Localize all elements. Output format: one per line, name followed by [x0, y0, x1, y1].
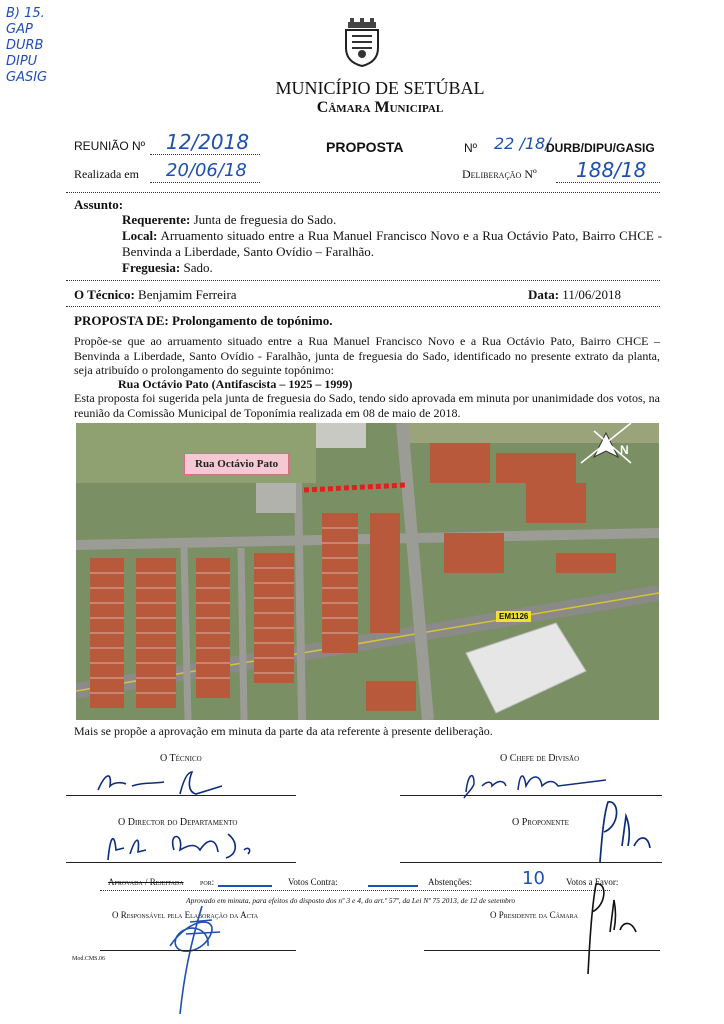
margin-note-line: DIPU — [6, 54, 38, 69]
reuniao-value: 12/2018 — [166, 130, 250, 154]
coat-of-arms-icon — [340, 18, 384, 68]
numero-hand: 22 /18/ — [494, 134, 551, 153]
margin-note — [6, 6, 47, 86]
deliberacao-line — [556, 182, 660, 183]
presidente-sig-label: O Presidente da Câmara — [490, 910, 578, 920]
realizada-label: Realizada em — [74, 167, 139, 181]
form-code: Mod.CMS.06 — [72, 956, 106, 962]
camara-title: Câmara Municipal — [316, 99, 444, 116]
divider — [66, 280, 660, 281]
divider — [66, 306, 660, 307]
contra-line — [368, 885, 418, 887]
freguesia-label: Freguesia: — [122, 260, 181, 275]
signature-line — [400, 862, 662, 863]
realizada-value: 20/06/18 — [166, 160, 247, 181]
aerial-map-image — [76, 423, 659, 720]
por-label: por: — [200, 877, 215, 887]
local-value: Arruamento situado entre a Rua Manuel Francisco Novo e a Rua Octávio Pato, Bairro CHCE - Benvinda a Liberdade, Santo Ovídio – Faralhão. — [122, 228, 662, 259]
aerial-map — [76, 423, 659, 720]
data-row — [528, 287, 621, 303]
deliberacao-value: 188/18 — [576, 158, 647, 182]
favor-value: 10 — [522, 868, 545, 889]
realizada-line — [150, 182, 260, 183]
proponente-signature — [590, 796, 660, 866]
tecnico-row — [74, 287, 237, 303]
reuniao-line — [150, 154, 260, 155]
north-icon: N — [620, 443, 629, 457]
requerente-value: Junta de freguesia do Sado. — [193, 212, 337, 227]
signature-line — [66, 862, 296, 863]
signature-line — [100, 950, 296, 951]
abstencoes-label: Abstenções: — [428, 877, 472, 887]
favor-label: Votos a Favor: — [566, 877, 619, 887]
proposta-paragraph: Propõe-se que ao arruamento situado entre a Rua Manuel Francisco Novo e a Rua Octávio Pato, Bairro CHCE – Benvinda a Liberdade, Santo Ovídio - Faralhão, junta de freguesia do Sado, identificado no presente extrato da planta, seja atribuído o prolongamento do seguinte topónimo: — [74, 334, 660, 377]
local-row — [122, 228, 662, 260]
legal-note: Aprovado em minuta, para efeitos do disposto dos nº 3 e 4, do art.º 57º, da Lei Nº 75 2013, de 12 de setembro — [186, 896, 516, 905]
signature-line — [66, 795, 296, 796]
data-label: Data: — [528, 287, 560, 302]
proposta-label: PROPOSTA — [326, 139, 404, 155]
reuniao-label: REUNIÃO Nº — [74, 139, 146, 153]
director-signature — [100, 824, 260, 864]
margin-note-line: B) 15. — [6, 6, 45, 21]
requerente-label: Requerente: — [122, 212, 191, 227]
signature-line — [424, 950, 660, 951]
aprovada-label: Aprovada / Rejeitada — [108, 877, 184, 887]
proponente-sig-label: O Proponente — [512, 817, 569, 828]
responsavel-signature — [150, 886, 240, 1016]
margin-note-line: DURB — [6, 38, 44, 53]
map-street-label: Rua Octávio Pato — [184, 453, 289, 475]
assunto-label: Assunto: — [74, 197, 124, 212]
responsavel-sig-label: O Responsável pela Elaboração da Acta — [112, 910, 259, 920]
freguesia-row — [122, 260, 662, 276]
toponym: Rua Octávio Pato (Antifascista – 1925 – 1999) — [118, 377, 353, 391]
requerente-row — [122, 212, 662, 228]
director-sig-label: O Director do Departamento — [118, 817, 238, 828]
tecnico-value: Benjamim Ferreira — [138, 287, 237, 302]
tecnico-sig-label: O Técnico — [160, 753, 202, 764]
numero-suffix: DURB/DIPU/GASIG — [546, 141, 655, 155]
tecnico-label: O Técnico: — [74, 287, 135, 302]
numero-label: Nº — [464, 141, 478, 155]
map-road-label: EM1126 — [496, 611, 531, 622]
municipality-title: MUNICÍPIO DE SETÚBAL — [275, 78, 485, 98]
local-label: Local: — [122, 228, 158, 243]
proposta-paragraph: Esta proposta foi sugerida pela junta de freguesia do Sado, tendo sido aprovada em minuta por unanimidade dos votos, na reunião da Comissão Municipal de Toponímia realizada em 08 de maio de 2018. — [74, 391, 660, 420]
data-value: 11/06/2018 — [562, 287, 622, 302]
deliberacao-label: Deliberação Nº — [462, 167, 537, 181]
divider — [66, 192, 660, 193]
presidente-signature — [574, 876, 644, 976]
contra-label: Votos Contra: — [288, 877, 338, 887]
margin-note-line: GAP — [6, 22, 33, 37]
freguesia-value: Sado. — [183, 260, 213, 275]
margin-note-line: GASIG — [6, 70, 48, 85]
closing-text: Mais se propõe a aprovação em minuta da parte da ata referente à presente deliberação. — [74, 724, 493, 738]
chefe-sig-label: O Chefe de Divisão — [500, 753, 580, 764]
proposta-title: PROPOSTA DE: Prolongamento de topónimo. — [74, 313, 333, 328]
